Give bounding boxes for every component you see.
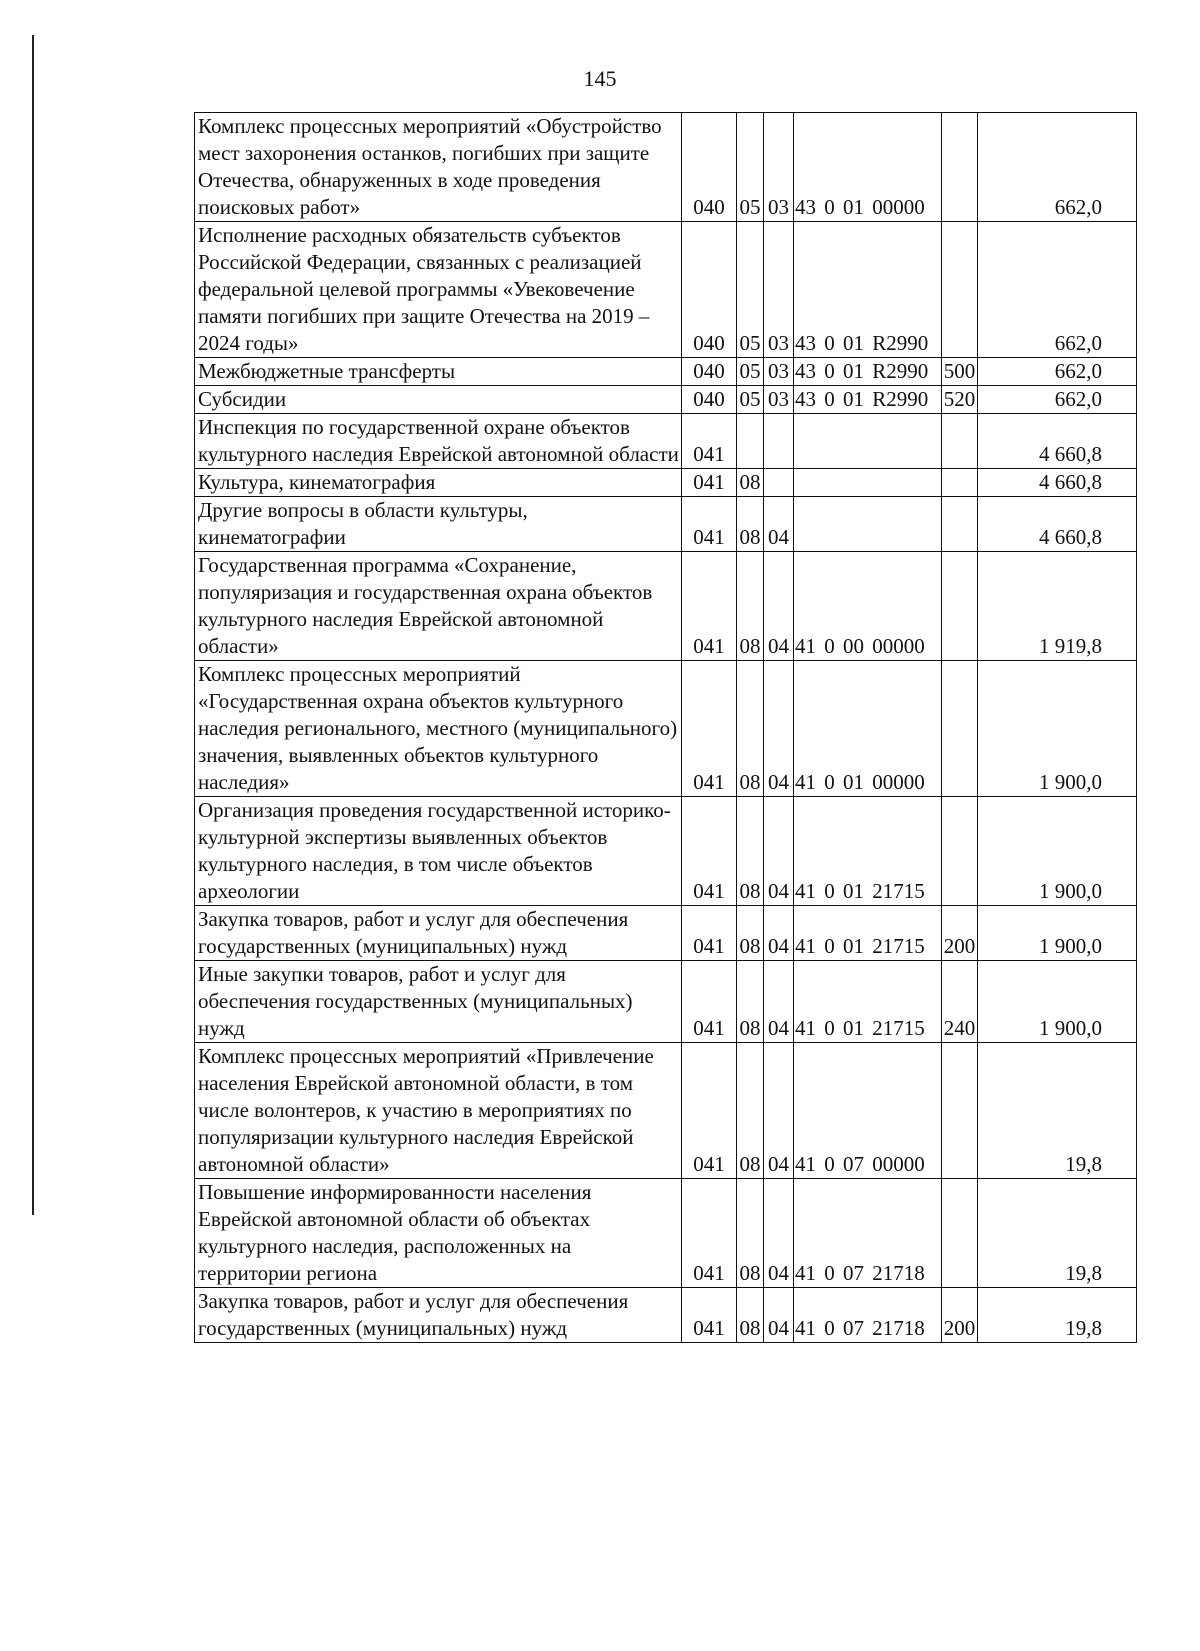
- row-section-code: 05: [737, 358, 764, 386]
- row-grbs-code: 041: [682, 1288, 737, 1343]
- row-name-cell: Комплекс процессных мероприятий «Привлечение населения Еврейской автономной области, в том числе волонтеров, к участию в мероприятиях по популяризации культурного наследия Еврейской автономной области»: [195, 1043, 682, 1179]
- row-expense-type-code: [942, 661, 978, 797]
- table-row: [195, 961, 1137, 1043]
- row-amount: 662,0: [978, 386, 1137, 414]
- row-amount: 19,8: [978, 1288, 1137, 1343]
- table-row: [195, 358, 1137, 386]
- row-grbs-code: 040: [682, 358, 737, 386]
- table-row: [195, 469, 1137, 497]
- row-subsection-code: 04: [764, 961, 794, 1043]
- row-subsection-code: 03: [764, 358, 794, 386]
- row-grbs-code: 041: [682, 469, 737, 497]
- row-expense-type-code: [942, 469, 978, 497]
- row-grbs-code: 041: [682, 414, 737, 469]
- row-subsection-code: 03: [764, 386, 794, 414]
- table-row: [195, 414, 1137, 469]
- row-subsection-code: 04: [764, 661, 794, 797]
- row-section-code: 08: [737, 661, 764, 797]
- row-target-article-code: [794, 469, 942, 497]
- row-name-cell: Повышение информированности населения Еврейской автономной области об объектах культурного наследия, расположенных на территории региона: [195, 1179, 682, 1288]
- row-target-article-code: 43 0 01 00000: [794, 113, 942, 222]
- row-target-article-code: 43 0 01 R2990: [794, 358, 942, 386]
- row-name-cell: Культура, кинематография: [195, 469, 682, 497]
- row-section-code: [737, 414, 764, 469]
- row-target-article-code: 43 0 01 R2990: [794, 386, 942, 414]
- row-target-article-code: 41 0 07 21718: [794, 1288, 942, 1343]
- row-expense-type-code: 200: [942, 1288, 978, 1343]
- row-amount: 1 900,0: [978, 661, 1137, 797]
- row-expense-type-code: [942, 222, 978, 358]
- row-name-cell: Комплекс процессных мероприятий «Государственная охрана объектов культурного наследия регионального, местного (муниципального) значения, выявленных объектов культурного наследия»: [195, 661, 682, 797]
- row-target-article-code: 41 0 01 21715: [794, 797, 942, 906]
- row-name-cell: Иные закупки товаров, работ и услуг для обеспечения государственных (муниципальных) нужд: [195, 961, 682, 1043]
- table-row: [195, 497, 1137, 552]
- row-target-article-code: 43 0 01 R2990: [794, 222, 942, 358]
- row-grbs-code: 041: [682, 1179, 737, 1288]
- row-expense-type-code: [942, 113, 978, 222]
- table-row: [195, 1043, 1137, 1179]
- row-grbs-code: 040: [682, 113, 737, 222]
- row-amount: 4 660,8: [978, 497, 1137, 552]
- row-grbs-code: 041: [682, 497, 737, 552]
- row-subsection-code: 04: [764, 497, 794, 552]
- row-name-cell: Другие вопросы в области культуры, кинематографии: [195, 497, 682, 552]
- row-section-code: 05: [737, 113, 764, 222]
- budget-table: [194, 112, 1137, 1343]
- row-section-code: 08: [737, 1288, 764, 1343]
- row-section-code: 08: [737, 497, 764, 552]
- row-amount: 662,0: [978, 222, 1137, 358]
- row-section-code: 05: [737, 386, 764, 414]
- row-expense-type-code: 500: [942, 358, 978, 386]
- row-grbs-code: 041: [682, 1043, 737, 1179]
- row-name-cell: Государственная программа «Сохранение, популяризация и государственная охрана объектов культурного наследия Еврейской автономной области»: [195, 552, 682, 661]
- row-expense-type-code: [942, 1179, 978, 1288]
- table-row: [195, 552, 1137, 661]
- row-section-code: 08: [737, 552, 764, 661]
- row-name-cell: Исполнение расходных обязательств субъектов Российской Федерации, связанных с реализацией федеральной целевой программы «Увековечение памяти погибших при защите Отечества на 2019 – 2024 годы»: [195, 222, 682, 358]
- row-section-code: 08: [737, 906, 764, 961]
- row-subsection-code: 03: [764, 113, 794, 222]
- row-amount: 662,0: [978, 358, 1137, 386]
- table-row: [195, 1288, 1137, 1343]
- table-row: [195, 906, 1137, 961]
- row-name-cell: Закупка товаров, работ и услуг для обеспечения государственных (муниципальных) нужд: [195, 906, 682, 961]
- row-target-article-code: 41 0 07 00000: [794, 1043, 942, 1179]
- row-target-article-code: 41 0 01 00000: [794, 661, 942, 797]
- row-amount: 1 919,8: [978, 552, 1137, 661]
- row-amount: 4 660,8: [978, 469, 1137, 497]
- row-expense-type-code: 520: [942, 386, 978, 414]
- row-target-article-code: 41 0 01 21715: [794, 961, 942, 1043]
- row-grbs-code: 041: [682, 661, 737, 797]
- row-amount: 19,8: [978, 1043, 1137, 1179]
- row-subsection-code: 04: [764, 1043, 794, 1179]
- row-name-cell: Комплекс процессных мероприятий «Обустройство мест захоронения останков, погибших при защите Отечества, обнаруженных в ходе проведения поисковых работ»: [195, 113, 682, 222]
- row-expense-type-code: [942, 1043, 978, 1179]
- table-row: [195, 661, 1137, 797]
- row-amount: 4 660,8: [978, 414, 1137, 469]
- row-expense-type-code: [942, 497, 978, 552]
- row-target-article-code: 41 0 00 00000: [794, 552, 942, 661]
- row-amount: 662,0: [978, 113, 1137, 222]
- row-subsection-code: 04: [764, 797, 794, 906]
- table-row: [195, 386, 1137, 414]
- row-target-article-code: 41 0 01 21715: [794, 906, 942, 961]
- row-section-code: 08: [737, 469, 764, 497]
- page-margin-line: [32, 35, 34, 1215]
- row-expense-type-code: 200: [942, 906, 978, 961]
- row-section-code: 08: [737, 1043, 764, 1179]
- row-name-cell: Межбюджетные трансферты: [195, 358, 682, 386]
- table-row: [195, 1179, 1137, 1288]
- row-grbs-code: 041: [682, 552, 737, 661]
- row-grbs-code: 040: [682, 222, 737, 358]
- table-row: [195, 222, 1137, 358]
- row-expense-type-code: [942, 414, 978, 469]
- row-subsection-code: [764, 469, 794, 497]
- row-target-article-code: [794, 414, 942, 469]
- row-name-cell: Субсидии: [195, 386, 682, 414]
- row-subsection-code: 04: [764, 1288, 794, 1343]
- row-section-code: 08: [737, 1179, 764, 1288]
- row-name-cell: Организация проведения государственной историко-культурной экспертизы выявленных объектов культурного наследия, в том числе объектов археологии: [195, 797, 682, 906]
- row-name-cell: Инспекция по государственной охране объектов культурного наследия Еврейской автономной области: [195, 414, 682, 469]
- row-section-code: 08: [737, 961, 764, 1043]
- row-target-article-code: 41 0 07 21718: [794, 1179, 942, 1288]
- row-expense-type-code: [942, 552, 978, 661]
- row-subsection-code: [764, 414, 794, 469]
- row-section-code: 05: [737, 222, 764, 358]
- table-row: [195, 113, 1137, 222]
- row-subsection-code: 03: [764, 222, 794, 358]
- row-grbs-code: 041: [682, 797, 737, 906]
- row-grbs-code: 041: [682, 906, 737, 961]
- table-row: [195, 797, 1137, 906]
- row-section-code: 08: [737, 797, 764, 906]
- row-amount: 1 900,0: [978, 961, 1137, 1043]
- row-subsection-code: 04: [764, 906, 794, 961]
- row-amount: 1 900,0: [978, 797, 1137, 906]
- row-subsection-code: 04: [764, 1179, 794, 1288]
- row-grbs-code: 040: [682, 386, 737, 414]
- row-name-cell: Закупка товаров, работ и услуг для обеспечения государственных (муниципальных) нужд: [195, 1288, 682, 1343]
- row-expense-type-code: 240: [942, 961, 978, 1043]
- page-number: 145: [583, 66, 617, 91]
- row-amount: 19,8: [978, 1179, 1137, 1288]
- row-target-article-code: [794, 497, 942, 552]
- row-expense-type-code: [942, 797, 978, 906]
- row-grbs-code: 041: [682, 961, 737, 1043]
- row-amount: 1 900,0: [978, 906, 1137, 961]
- budget-table-body: [195, 113, 1137, 1343]
- row-subsection-code: 04: [764, 552, 794, 661]
